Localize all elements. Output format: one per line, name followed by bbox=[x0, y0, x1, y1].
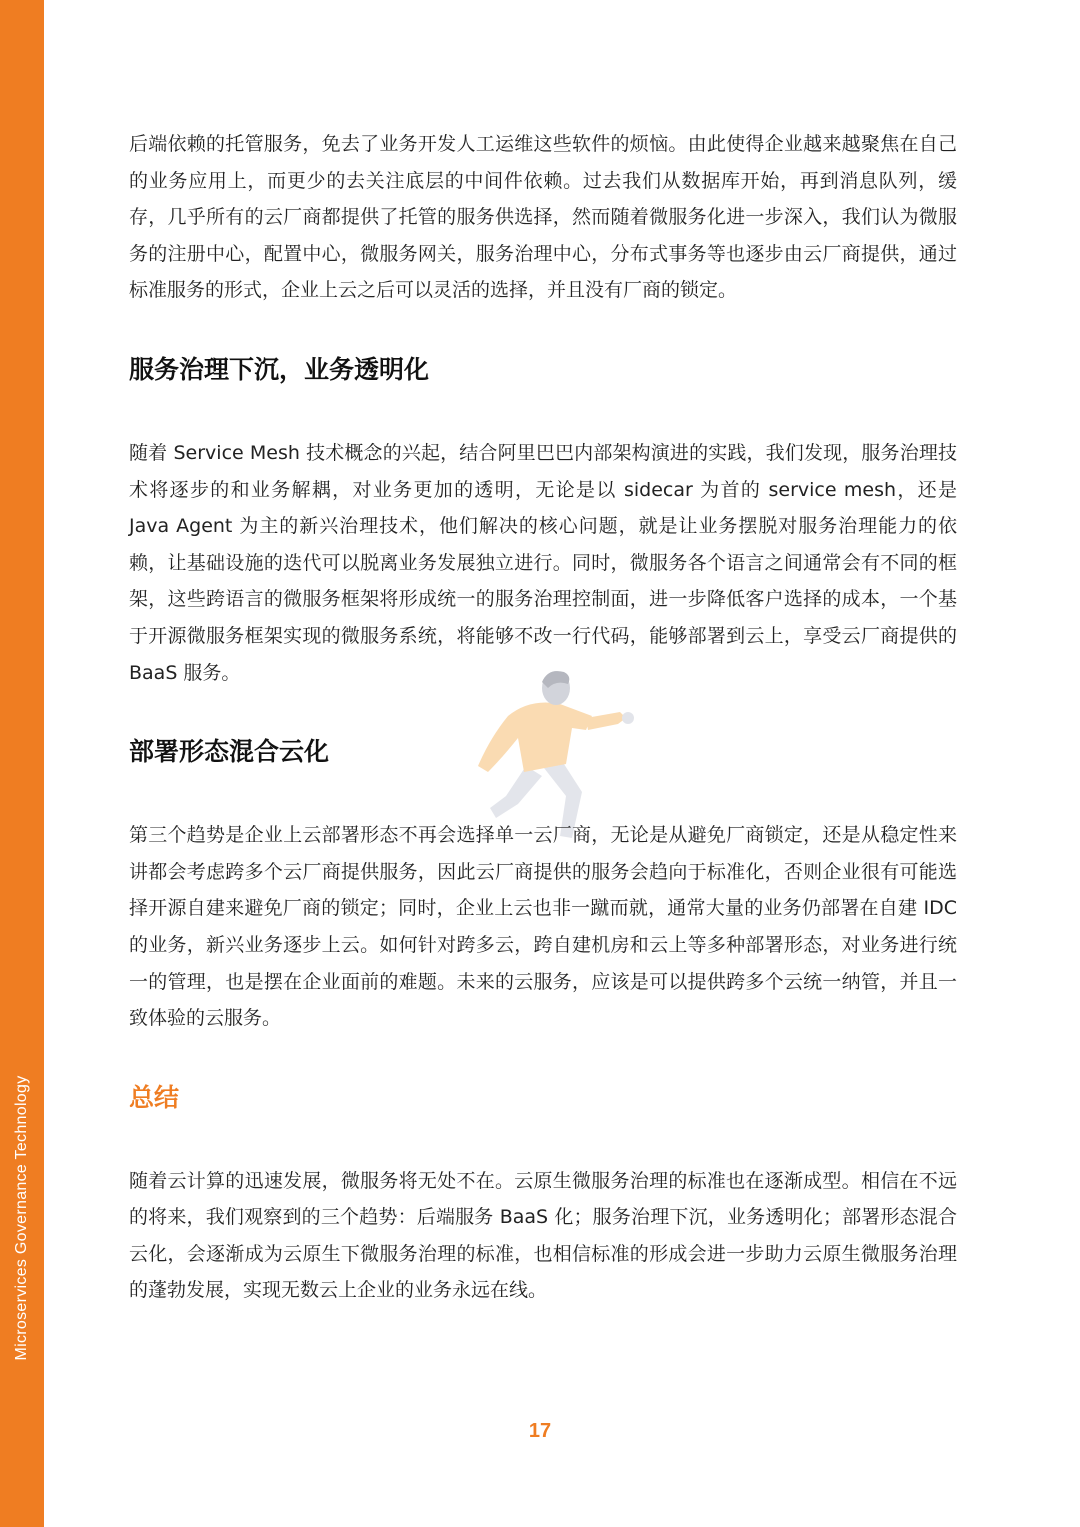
page-number: 17 bbox=[528, 1420, 552, 1442]
summary-paragraph: 随着云计算的迅速发展，微服务将无处不在。云原生微服务治理的标准也在逐渐成型。相信在不远的将来，我们观察到的三个趋势：后端服务 BaaS 化；服务治理下沉，业务透明化；部署形态混合云化，会逐渐成为云原生下微服务治理的标准，也相信标准的形成会进一步助力云原生微服务治理的蓬勃发展，实现无数云上企业的业务永远在线。 bbox=[129, 1169, 957, 1302]
section-heading-hybrid: 部署形态混合云化 bbox=[129, 737, 330, 767]
hybrid-paragraph: 第三个趋势是企业上云部署形态不再会选择单一云厂商，无论是从避免厂商锁定，还是从稳定性来讲都会考虑跨多个云厂商提供服务，因此云厂商提供的服务会趋向于标准化，否则企业很有可能选择开源自建来避免厂商的锁定；同时，企业上云也非一蹴而就，通常大量的业务仍部署在自建 IDC 的业务，新兴业务逐步上云。如何针对跨多云，跨自建机房和云上等多种部署形态，对业务进行统一的管理，也是摆在企业面前的难题。未来的云服务，应该是可以提供跨多个云统一纳管，并且一致体验的云服务。 bbox=[129, 824, 957, 1030]
intro-paragraph: 后端依赖的托管服务，免去了业务开发人工运维这些软件的烦恼。由此使得企业越来越聚焦在自己的业务应用上，而更少的去关注底层的中间件依赖。过去我们从数据库开始，再到消息队列，缓存，几乎所有的云厂商都提供了托管的服务供选择，然而随着微服务化进一步深入，我们认为微服务的注册中心，配置中心，微服务网关，服务治理中心，分布式事务等也逐步由云厂商提供，通过标准服务的形式，企业上云之后可以灵活的选择，并且没有厂商的锁定。 bbox=[129, 133, 957, 302]
section-heading-governance: 服务治理下沉，业务透明化 bbox=[129, 354, 430, 384]
page-content bbox=[129, 126, 957, 1309]
side-accent-bar bbox=[0, 0, 44, 1527]
side-vertical-title: Microservices Governance Technology bbox=[13, 1075, 30, 1361]
governance-paragraph: 随着 Service Mesh 技术概念的兴起，结合阿里巴巴内部架构演进的实践，我们发现，服务治理技术将逐步的和业务解耦，对业务更加的透明，无论是以 sidecar 为首的 service mesh，还是 Java Agent 为主的新兴治理技术，他们解决的核心问题，就是让业务摆脱对服务治理能力的依赖，让基础设施的迭代可以脱离业务发展独立进行。同时，微服务各个语言之间通常会有不同的框架，这些跨语言的微服务框架将形成统一的服务治理控制面，进一步降低客户选择的成本，一个基于开源微服务框架实现的微服务系统，将能够不改一行代码，能够部署到云上，享受云厂商提供的 BaaS 服务。 bbox=[129, 441, 957, 684]
section-heading-summary: 总结 bbox=[129, 1082, 180, 1112]
